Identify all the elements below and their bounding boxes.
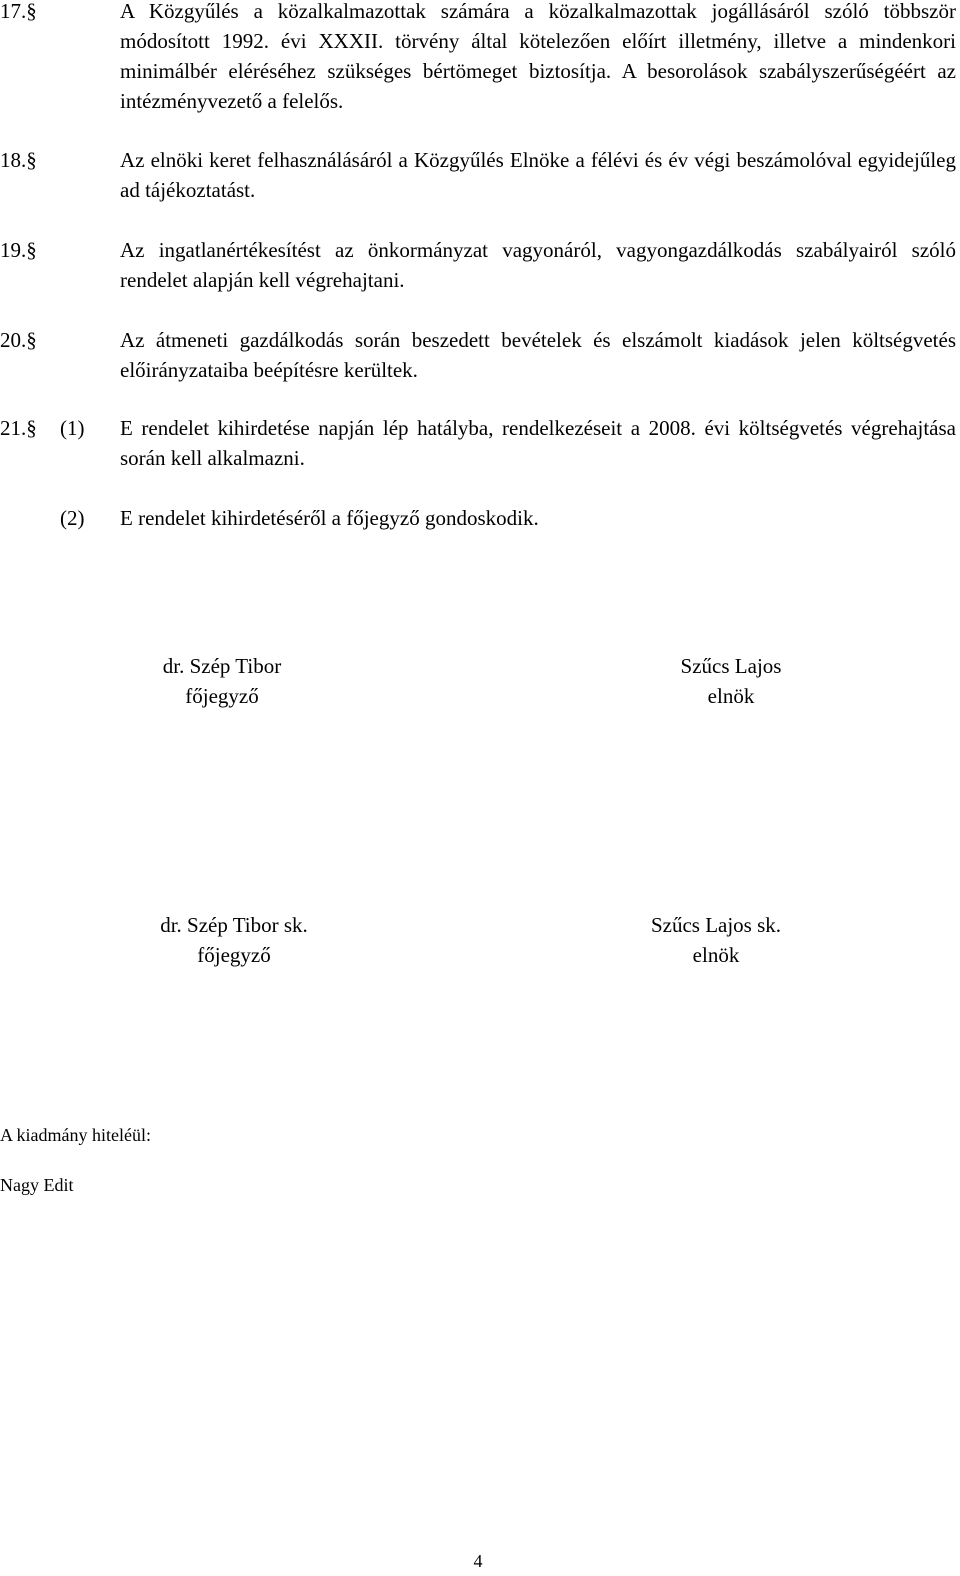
- paragraph-text: Az átmeneti gazdálkodás során beszedett bevételek és elszámolt kiadások jelen költségvetés előirányzataiba beépítésre kerültek.: [120, 328, 956, 382]
- signature-copy-left: [114, 910, 354, 970]
- paragraph-20: [0, 325, 956, 385]
- signatory-title: főjegyző: [197, 943, 271, 967]
- signatory-title: elnök: [692, 943, 740, 967]
- subsection-number: (2): [60, 506, 85, 530]
- signatory-title: főjegyző: [185, 684, 259, 708]
- paragraph-21-1: [0, 413, 956, 473]
- signature-copy-right: [596, 910, 836, 970]
- paragraph-text: Az elnöki keret felhasználásáról a Közgyűlés Elnöke a félévi és év végi beszámolóval egyidejűleg ad tájékoztatást.: [120, 148, 956, 202]
- paragraph-17: [0, 0, 956, 116]
- page-number: 4: [473, 1551, 483, 1571]
- paragraph-text: A Közgyűlés a közalkalmazottak számára a közalkalmazottak jogállásáról szóló többször módosított 1992. évi XXXII. törvény által kötelezően előírt illetmény, illetve a mindenkori minimálbér eléréséhez szükséges bértömeget biztosítja. A besorolások szabályszerűségéért az intézményvezető a felelős.: [120, 0, 956, 113]
- paragraph-number: 20.§: [0, 328, 37, 352]
- subsection-number: (1): [60, 416, 85, 440]
- signatory-name: dr. Szép Tibor: [162, 654, 282, 678]
- paragraph-21-2: [0, 503, 956, 533]
- signatory-name: Szűcs Lajos sk.: [650, 913, 782, 937]
- paragraph-number: 19.§: [0, 238, 37, 262]
- paragraph-number: 17.§: [0, 0, 37, 23]
- signatory-title: elnök: [707, 684, 755, 708]
- paragraph-number: 21.§: [0, 416, 37, 440]
- paragraph-number: 18.§: [0, 148, 37, 172]
- paragraph-text: E rendelet kihirdetése napján lép hatályba, rendelkezéseit a 2008. évi költségvetés végrehajtása során kell alkalmazni.: [120, 416, 956, 470]
- signature-block-right: [611, 651, 851, 711]
- signature-block-left: [102, 651, 342, 711]
- paragraph-18: [0, 145, 956, 205]
- paragraph-19: [0, 235, 956, 295]
- signatory-name: dr. Szép Tibor sk.: [160, 913, 308, 937]
- certification-name: Nagy Edit: [0, 1175, 74, 1195]
- signatory-name: Szűcs Lajos: [680, 654, 782, 678]
- certification-label: A kiadmány hiteléül:: [0, 1125, 151, 1145]
- paragraph-text: Az ingatlanértékesítést az önkormányzat vagyonáról, vagyongazdálkodás szabályairól szóló rendelet alapján kell végrehajtani.: [120, 238, 956, 292]
- paragraph-text: E rendelet kihirdetéséről a főjegyző gondoskodik.: [120, 506, 539, 530]
